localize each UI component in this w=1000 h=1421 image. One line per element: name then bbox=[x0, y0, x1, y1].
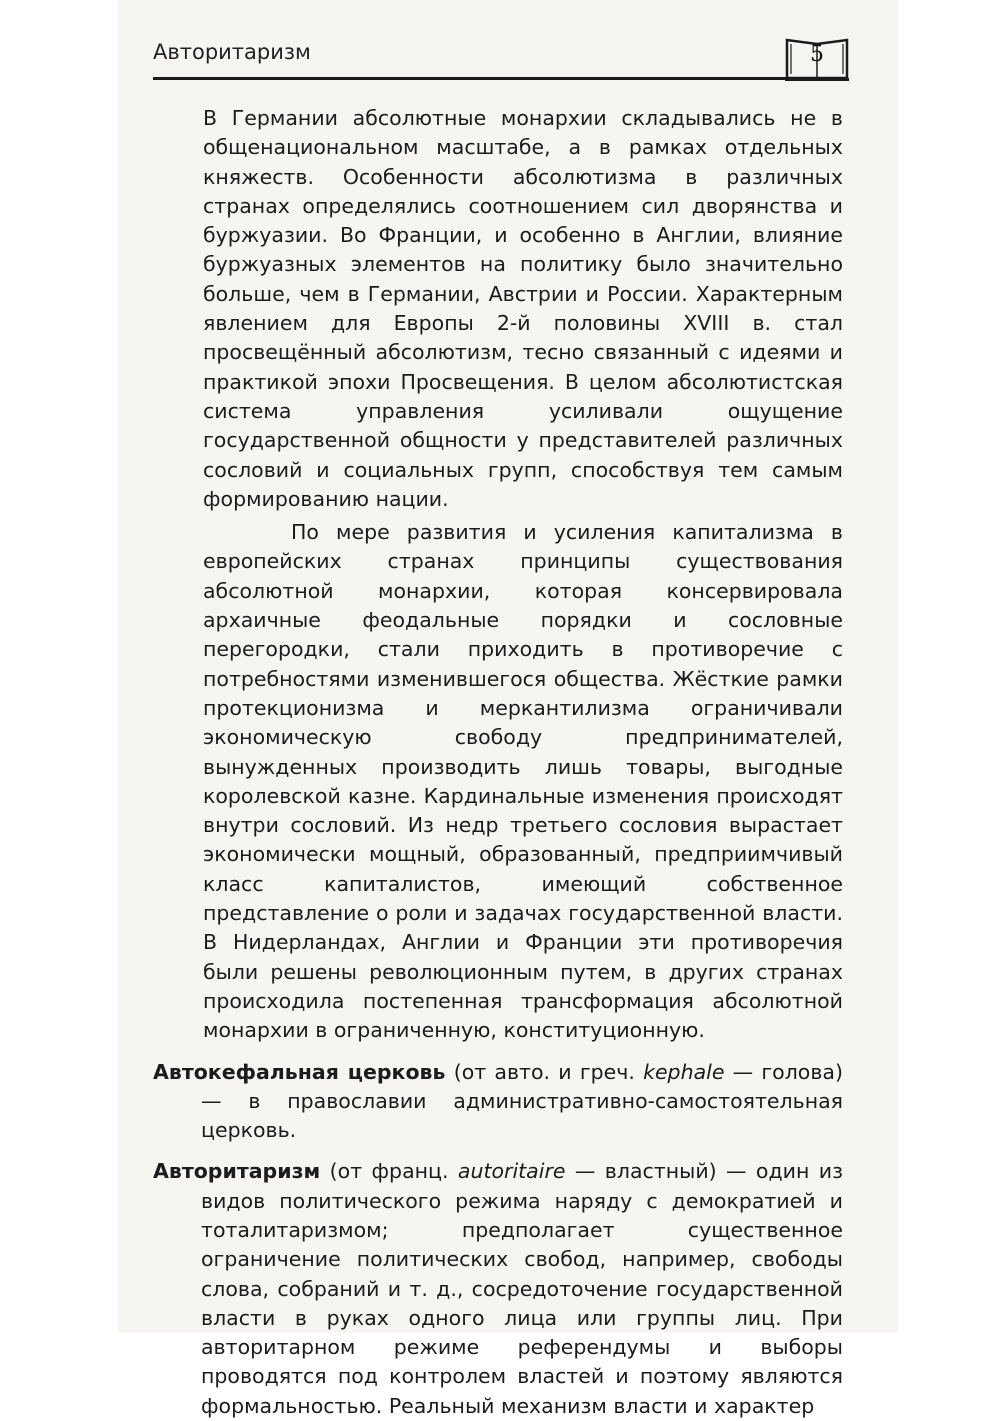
entry-foreign-word: autoritaire bbox=[457, 1159, 566, 1184]
entry-etymology: (от авто. и греч. bbox=[445, 1059, 644, 1084]
page-number: 5 bbox=[810, 42, 824, 67]
entry-definition: — голова) — в православии административно-самостоятельная церковь. bbox=[201, 1059, 843, 1143]
entry-definition: — властный) — один из видов политического режима наряду с демократией и тоталитаризмом; предполагает существенное ограничение политических свобод, например, свободы слова, собраний и т. д., сосредоточение государственной власти в руках одного лица или группы лиц. При авторитарном режиме референдумы и выборы проводятся под контролем властей и поэтому являются формальностью. Реальный механизм власти и характер bbox=[201, 1159, 843, 1418]
entry-term: Автокефальная церковь bbox=[153, 1059, 446, 1084]
running-title: Авторитаризм bbox=[153, 40, 311, 64]
paragraph: В Германии абсолютные монархии складывались не в общенациональном масштабе, а в рамках отдельных княжеств. Особенности абсолютизма в различных странах определялись соотношением сил дворянства и буржуазии. Во Франции, и особенно в Англии, влияние буржуазных элементов на политику было значительно больше, чем в Германии, Австрии и России. Характерным явлением для Европы 2-й половины XVIII в. стал просвещённый абсолютизм, тесно связанный с идеями и практикой эпохи Просвещения. В целом абсолютистская система управления усиливали ощущение государственной общности у представителей различных сословий и социальных групп, способствуя тем самым формированию нации. bbox=[203, 106, 843, 511]
header-rule bbox=[153, 77, 847, 80]
entry-term: Авторитаризм bbox=[153, 1159, 321, 1184]
entry-foreign-word: kephale bbox=[643, 1059, 725, 1084]
running-header bbox=[153, 34, 843, 84]
paragraph: По мере развития и усиления капитализма в европейских странах принципы существования абсолютной монархии, которая консервировала архаичные феодальные порядки и сословные перегородки, стали приходить в противоречие с потребностями изменившегося общества. Жёсткие рамки протекционизма и меркантилизма ограничивали экономическую свободу предпринимателей, вынужденных производить лишь товары, выгодные королевской казне. Кардинальные изменения происходят внутри сословий. Из недр третьего сословия вырастает экономически мощный, образованный, предприимчивый класс капиталистов, имеющий собственное представление о роли и задачах государственной власти. В Нидерландах, Англии и Франции эти противоречия были решены революционным путем, в других странах происходила постепенная трансформация абсолютной монархии в ограниченную, конституционную. bbox=[203, 520, 843, 1043]
dictionary-entry bbox=[153, 1157, 843, 1421]
dictionary-entry bbox=[153, 1058, 843, 1146]
entry-etymology: (от франц. bbox=[320, 1159, 458, 1184]
body-text bbox=[153, 104, 843, 1421]
